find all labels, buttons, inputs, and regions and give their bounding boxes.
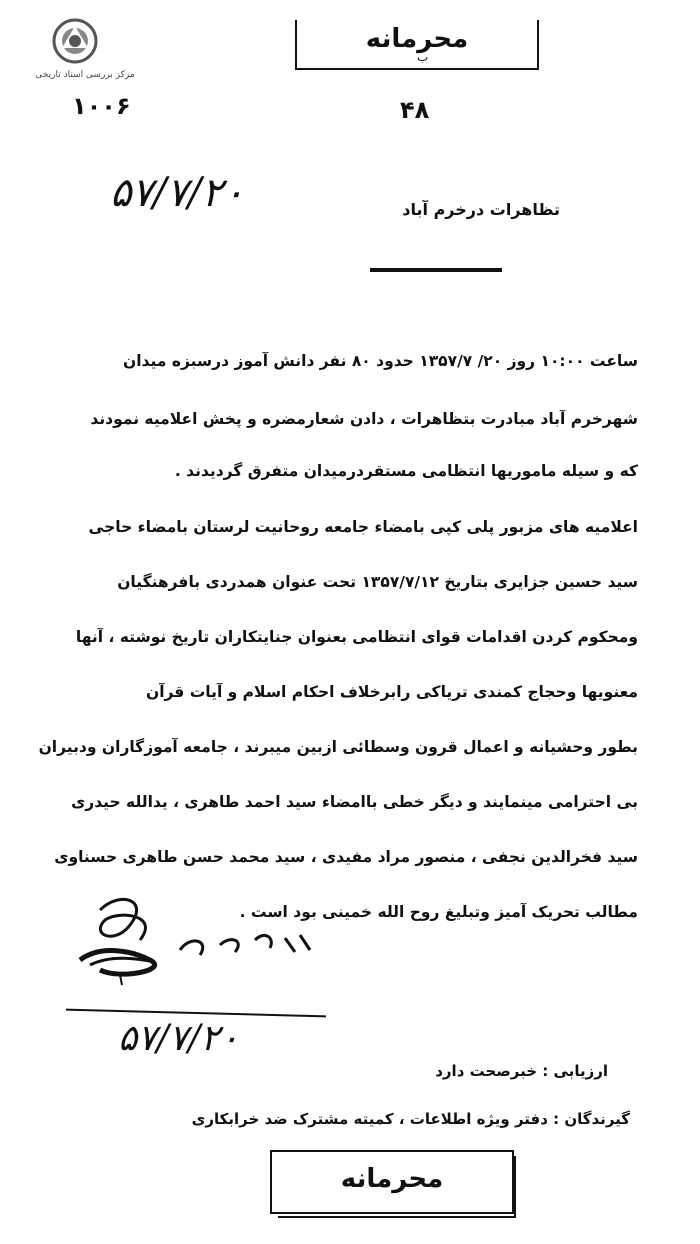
recipients-line: گیرندگان : دفتر ویژه اطلاعات ، کمیته مشترک ضد خرابکاری <box>191 1110 630 1128</box>
archive-logo-icon <box>52 18 98 64</box>
body-line-6: ومحکوم کردن اقدامات قوای انتظامی بعنوان جنایتکاران تاریخ نوشته ، آنها <box>75 628 638 646</box>
handwritten-date-bottom: ۵۷/۷/۲۰ <box>118 1018 239 1059</box>
body-line-7: معنویها وحجاج کمندی تریاکی رابرخلاف احکام اسلام و آیات قرآن <box>146 683 638 701</box>
body-line-2: شهرخرم آباد مبادرت بتظاهرات ، دادن شعارمضره و پخش اعلامیه نمودند <box>90 410 638 428</box>
body-line-9: بی احترامی مینمایند و دیگر خطی باامضاء سید احمد طاهری ، یدالله حیدری <box>71 793 638 811</box>
evaluation-line: ارزیابی : خبرصحت دارد <box>435 1062 608 1080</box>
subject-underline <box>370 268 502 272</box>
body-line-4: اعلامیه های مزبور پلی کپی بامضاء جامعه روحانیت لرستان بامضاء حاجی <box>88 518 638 536</box>
handwritten-signature <box>60 890 320 1000</box>
logo-caption: مرکز بررسی اسناد تاریخی <box>35 70 135 80</box>
handwritten-date-top: ۵۷/۷/۲۰ <box>110 170 245 216</box>
body-line-10: سید فخرالدین نجفی ، منصور مراد مفیدی ، سید محمد حسن طاهری حسناوی <box>54 848 638 866</box>
classification-label-bottom: محرمانه <box>340 1164 444 1194</box>
reference-number: ۴۸ <box>400 96 430 124</box>
classification-stamp-top <box>295 20 539 70</box>
body-line-11: مطالب تحریک آمیز وتبلیغ روح الله خمینی بود است . <box>239 903 638 921</box>
body-line-8: بطور وحشیانه و اعمال قرون وسطائی ازبین میبرند ، جامعه آموزگاران ودبیران <box>38 738 638 756</box>
body-line-5: سید حسین جزایری بتاریخ ۱۳۵۷/۷/۱۲ تحت عنوان همدردی بافرهنگیان <box>117 573 638 591</box>
classification-stamp-bottom <box>270 1150 514 1214</box>
stamp-mark: ب <box>417 50 429 64</box>
body-line-3: که و سیله ماموریها انتظامی مستقردرمیدان متفرق گردیدند . <box>174 462 638 480</box>
body-line-1: ساعت ۱۰:۰۰ روز ۲۰/ ۱۳۵۷/۷ حدود ۸۰ نفر دانش آموز درسبزه میدان <box>123 352 638 370</box>
signature-line <box>66 1009 326 1018</box>
classification-label: محرمانه <box>365 24 469 54</box>
document-number: ۱۰۰۶ <box>72 92 131 120</box>
document-subject: تظاهرات درخرم آباد <box>402 200 560 219</box>
